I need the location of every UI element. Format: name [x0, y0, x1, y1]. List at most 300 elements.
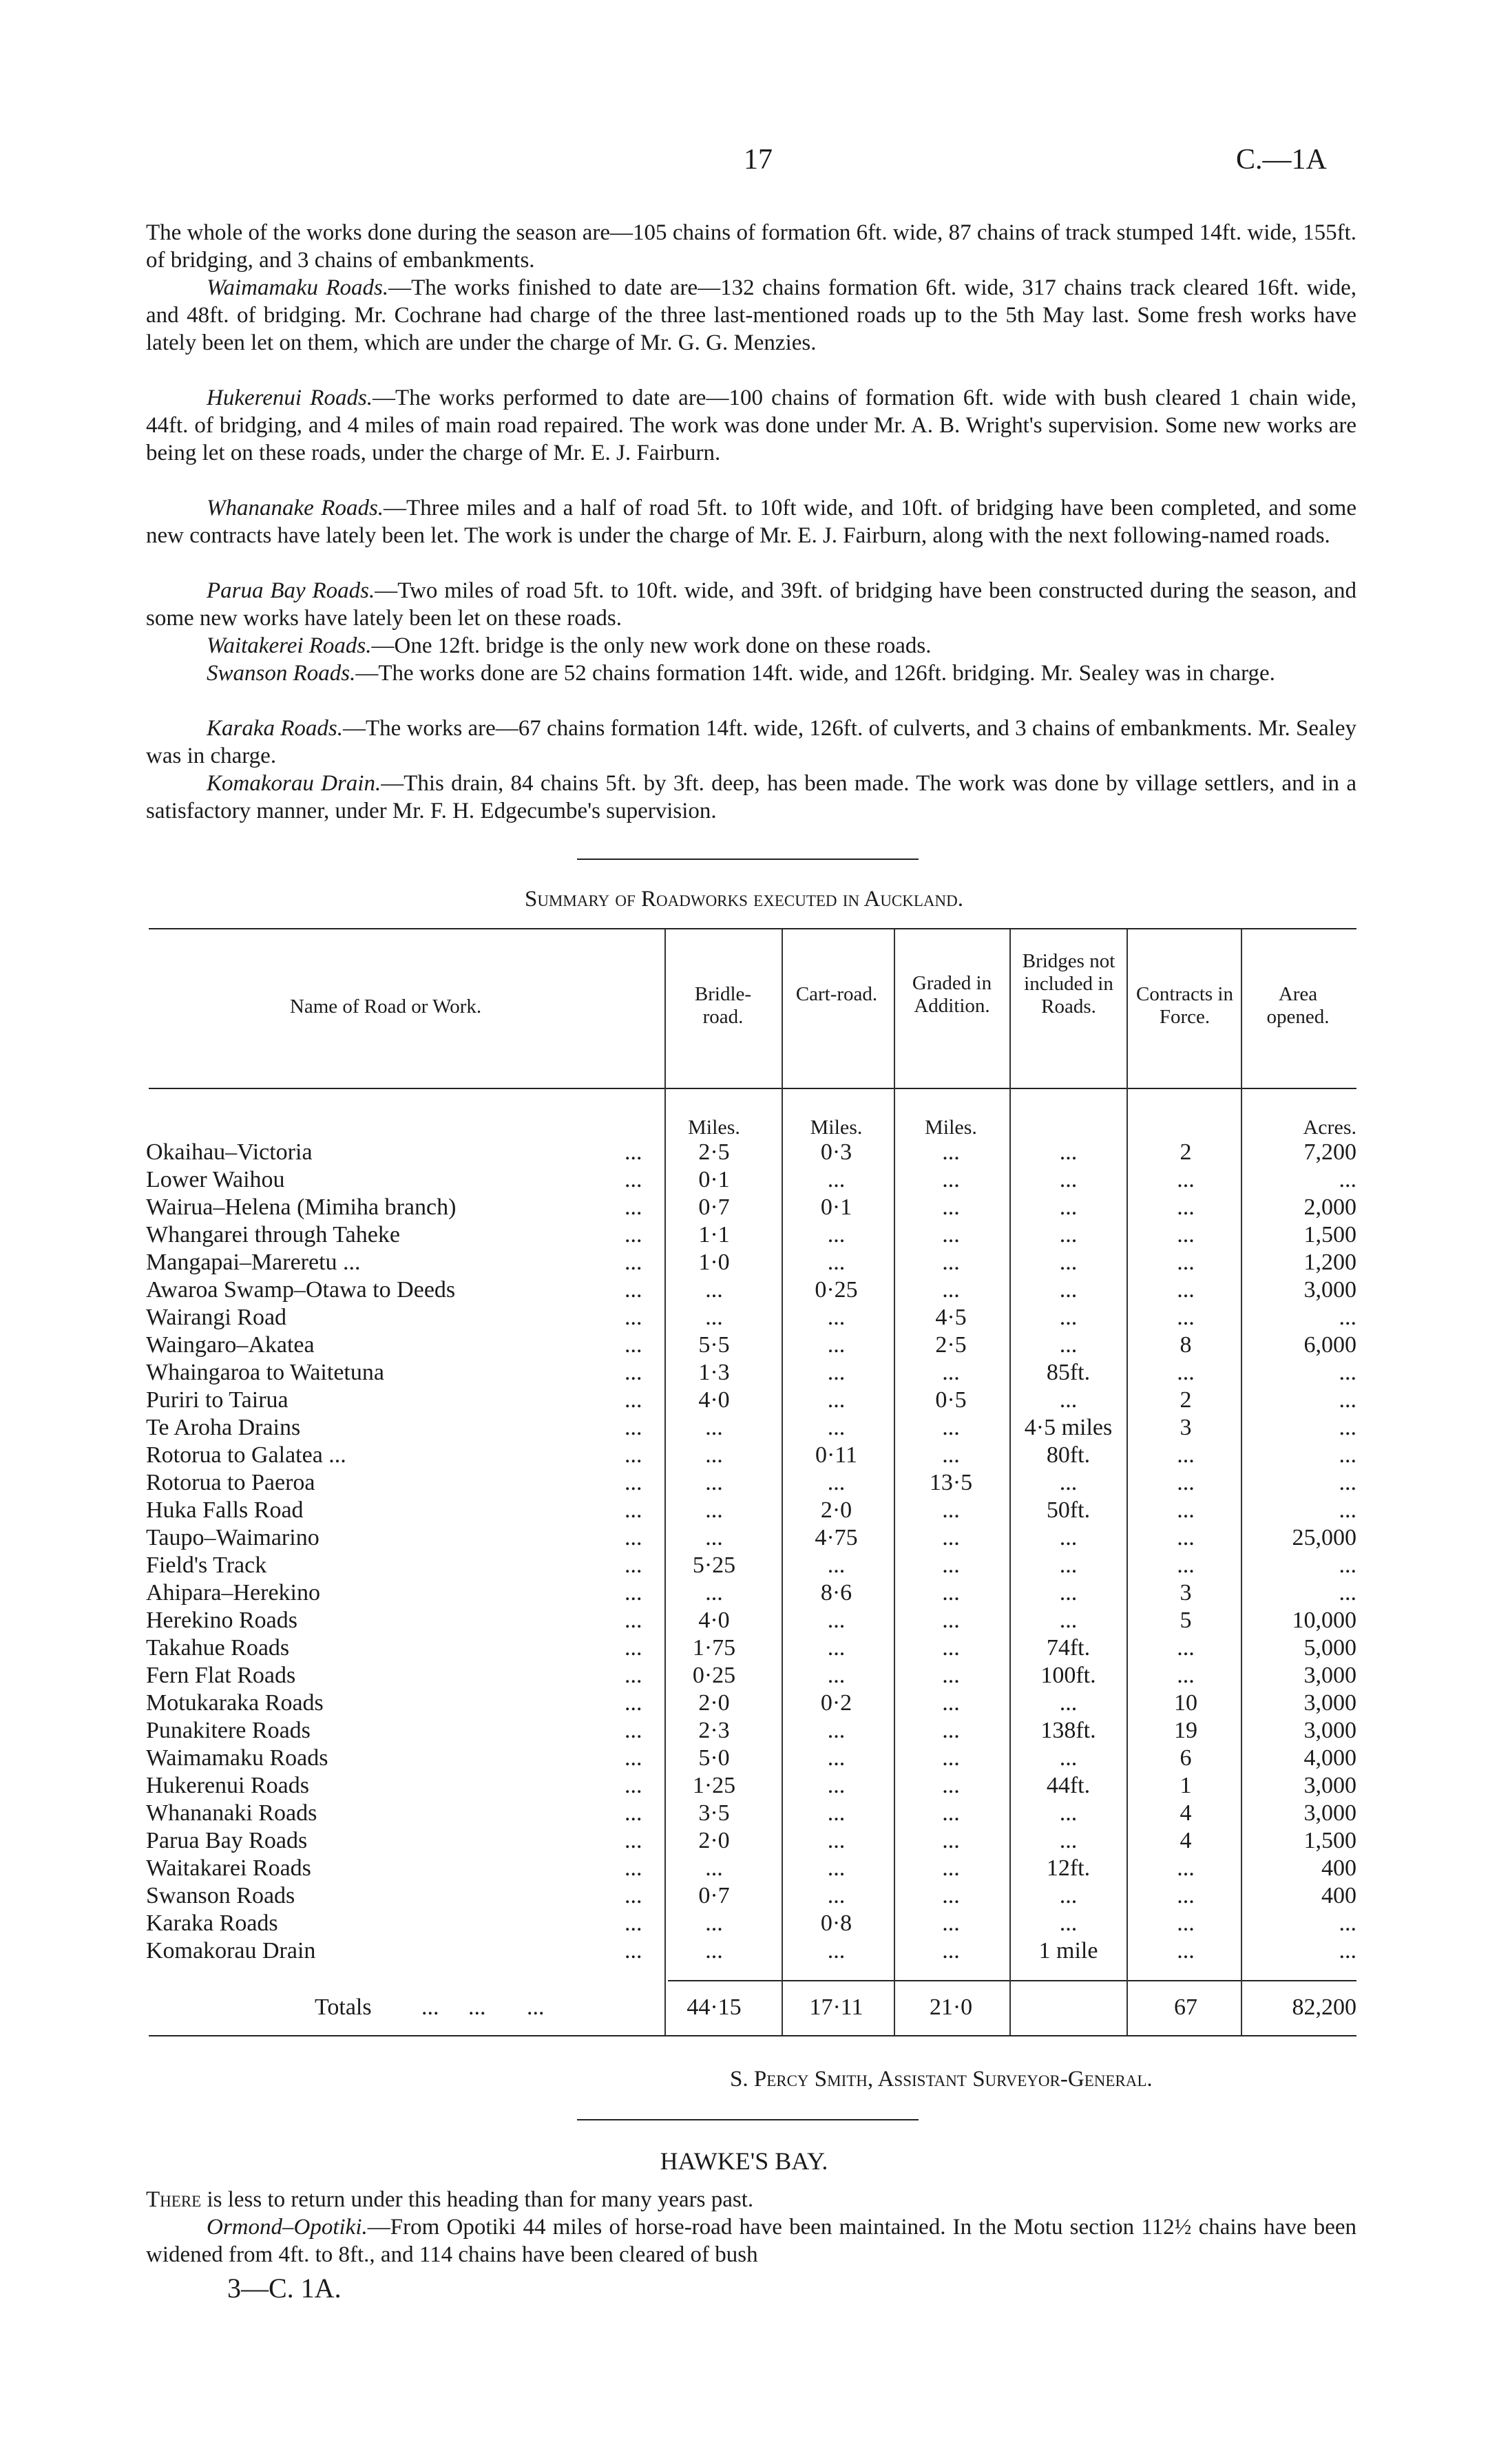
road-name: Takahue Roads	[146, 1635, 290, 1661]
cell-cart: ...	[827, 1387, 846, 1413]
road-name: Komakorau Drain	[146, 1938, 316, 1963]
cell-area: 3,000	[1303, 1690, 1356, 1716]
cell-contracts: 2	[1180, 1139, 1192, 1165]
leader-dots: ... ... ...	[421, 1994, 545, 2020]
cell-cart: 2·0	[820, 1497, 852, 1523]
cell-cart: ...	[827, 1415, 846, 1440]
section-divider	[577, 2119, 919, 2120]
cell-bridle: 2·0	[698, 1690, 730, 1716]
cell-graded: ...	[942, 1690, 960, 1716]
cell-contracts: ...	[1177, 1305, 1195, 1330]
table-row	[146, 1469, 1358, 1497]
cell-bridges: ...	[1059, 1580, 1078, 1605]
leader-dots: ...	[625, 1883, 642, 1908]
cell-cart: ...	[827, 1552, 846, 1578]
cell-area: 3,000	[1303, 1663, 1356, 1688]
cell-cart: ...	[827, 1222, 846, 1247]
cell-cart: ...	[827, 1663, 846, 1688]
cell-area: ...	[1339, 1415, 1356, 1440]
table-top-rule	[149, 928, 1356, 929]
table-row	[146, 1552, 1358, 1579]
table-row	[146, 1442, 1358, 1469]
cell-graded: ...	[942, 1745, 960, 1771]
leader-dots: ...	[625, 1608, 642, 1633]
cell-area: ...	[1339, 1910, 1356, 1936]
cell-area: ...	[1339, 1442, 1356, 1468]
cell-graded: ...	[942, 1442, 960, 1468]
table-row	[146, 1882, 1358, 1910]
table-row	[146, 1689, 1358, 1717]
cell-bridges: ...	[1059, 1690, 1078, 1716]
column-header-graded: Graded in Addition.	[912, 972, 992, 1017]
cell-contracts: ...	[1177, 1470, 1195, 1495]
cell-contracts: ...	[1177, 1855, 1195, 1881]
cell-contracts: ...	[1177, 1635, 1195, 1661]
cell-bridle: 1·1	[698, 1222, 730, 1247]
cell-bridges: 138ft.	[1040, 1718, 1096, 1743]
table-row	[146, 1139, 1358, 1166]
road-name: Wairangi Road	[146, 1305, 287, 1330]
table-row	[146, 1634, 1358, 1662]
cell-bridges: 44ft.	[1046, 1773, 1091, 1798]
road-name: Karaka Roads	[146, 1910, 278, 1936]
summary-title: Summary of Roadworks executed in Auckland.	[524, 887, 964, 912]
cell-bridges: ...	[1059, 1910, 1078, 1936]
cell-area: 25,000	[1292, 1525, 1356, 1550]
cell-graded: 13·5	[929, 1470, 973, 1495]
leader-dots: ...	[625, 1552, 642, 1578]
cell-bridges: 80ft.	[1046, 1442, 1091, 1468]
table-row	[146, 1249, 1358, 1276]
cell-area: ...	[1339, 1167, 1356, 1192]
road-name: Lower Waihou	[146, 1167, 285, 1192]
cell-bridle: ...	[705, 1855, 723, 1881]
cell-bridle: 0·7	[698, 1194, 730, 1220]
cell-bridges: ...	[1059, 1745, 1078, 1771]
road-name: Parua Bay Roads	[146, 1828, 308, 1853]
road-name: Fern Flat Roads	[146, 1663, 296, 1688]
cell-bridle: ...	[705, 1415, 723, 1440]
table-row	[146, 1221, 1358, 1249]
cell-contracts: ...	[1177, 1552, 1195, 1578]
cell-area: 7,200	[1303, 1139, 1356, 1165]
cell-area: ...	[1339, 1580, 1356, 1605]
cell-area: ...	[1339, 1938, 1356, 1963]
cell-area: 400	[1321, 1855, 1356, 1881]
cell-bridges: ...	[1059, 1525, 1078, 1550]
unit-cart: Miles.	[810, 1116, 863, 1139]
cell-cart: 0·1	[820, 1194, 852, 1220]
cell-contracts: 19	[1174, 1718, 1197, 1743]
road-name: Punakitere Roads	[146, 1718, 311, 1743]
leader-dots: ...	[625, 1332, 642, 1358]
cell-area: 6,000	[1303, 1332, 1356, 1358]
road-name: Swanson Roads	[146, 1883, 295, 1908]
column-header-name: Name of Road or Work.	[289, 996, 482, 1018]
cell-graded: ...	[942, 1360, 960, 1385]
table-row	[146, 1937, 1358, 1965]
cell-bridges: ...	[1059, 1332, 1078, 1358]
table-row	[146, 1855, 1358, 1882]
section-heading: HAWKE'S BAY.	[660, 2147, 828, 2175]
cell-bridle: 1·3	[698, 1360, 730, 1385]
leader-dots: ...	[625, 1497, 642, 1523]
cell-bridges: ...	[1059, 1305, 1078, 1330]
cell-bridges: ...	[1059, 1552, 1078, 1578]
cell-cart: ...	[827, 1470, 846, 1495]
cell-bridle: 0·7	[698, 1883, 730, 1908]
cell-contracts: ...	[1177, 1883, 1195, 1908]
road-name: Rotorua to Galatea ...	[146, 1442, 346, 1468]
cell-bridges: 50ft.	[1046, 1497, 1091, 1523]
cell-contracts: 3	[1180, 1415, 1192, 1440]
table-header-rule	[149, 1088, 1356, 1089]
table-row	[146, 1331, 1358, 1359]
road-name: Waimamaku Roads	[146, 1745, 328, 1771]
cell-cart: ...	[827, 1828, 846, 1853]
cell-graded: 0·5	[935, 1387, 967, 1413]
table-row	[146, 1194, 1358, 1221]
cell-graded: ...	[942, 1580, 960, 1605]
table-row	[146, 1827, 1358, 1855]
road-name: Te Aroha Drains	[146, 1415, 301, 1440]
unit-graded: Miles.	[925, 1116, 977, 1139]
cell-area: 5,000	[1303, 1635, 1356, 1661]
road-name: Field's Track	[146, 1552, 267, 1578]
leader-dots: ...	[625, 1910, 642, 1936]
page-number: 17	[744, 144, 773, 176]
table-row	[146, 1359, 1358, 1387]
cell-bridges: ...	[1059, 1222, 1078, 1247]
cell-graded: ...	[942, 1718, 960, 1743]
cell-cart: ...	[827, 1745, 846, 1771]
cell-bridle: 2·3	[698, 1718, 730, 1743]
cell-bridle: ...	[705, 1305, 723, 1330]
cell-bridges: 74ft.	[1046, 1635, 1091, 1661]
cell-bridle: 4·0	[698, 1608, 730, 1633]
cell-cart: ...	[827, 1773, 846, 1798]
cell-bridle: ...	[705, 1910, 723, 1936]
paragraph-waimamaku: Waimamaku Roads.—The works finished to date are—132 chains formation 6ft. wide, 317 chains track cleared 16ft. wide, and 48ft. of bridging. Mr. Cochrane had charge of the three last-mentioned roads up to the 5th May last. Some fresh works have lately been let on them, which are under the charge of Mr. G. G. Menzies.	[146, 275, 1356, 355]
cell-bridle: ...	[705, 1497, 723, 1523]
cell-cart: 0·3	[820, 1139, 852, 1165]
cell-graded: ...	[942, 1608, 960, 1633]
cell-bridges: 12ft.	[1046, 1855, 1091, 1881]
cell-graded: ...	[942, 1139, 960, 1165]
cell-cart: ...	[827, 1883, 846, 1908]
cell-area: 3,000	[1303, 1277, 1356, 1303]
cell-graded: ...	[942, 1635, 960, 1661]
table-row	[146, 1166, 1358, 1194]
leader-dots: ...	[625, 1194, 642, 1220]
road-name: Ahipara–Herekino	[146, 1580, 321, 1605]
totals-label: Totals	[315, 1994, 372, 2020]
table-row	[146, 1745, 1358, 1772]
unit-bridle: Miles.	[688, 1116, 740, 1139]
road-name: Waitakarei Roads	[146, 1855, 311, 1881]
table-row	[146, 1800, 1358, 1827]
cell-bridle: ...	[705, 1277, 723, 1303]
cell-bridges: ...	[1059, 1470, 1078, 1495]
cell-bridges: ...	[1059, 1250, 1078, 1275]
road-name: Awaroa Swamp–Otawa to Deeds	[146, 1277, 456, 1303]
cell-area: ...	[1339, 1470, 1356, 1495]
total-contracts: 67	[1174, 1994, 1197, 2020]
column-header-contracts: Contracts in Force.	[1136, 983, 1233, 1028]
cell-cart: ...	[827, 1360, 846, 1385]
cell-contracts: 4	[1180, 1828, 1192, 1853]
road-name: Whangarei through Taheke	[146, 1222, 400, 1247]
cell-graded: ...	[942, 1883, 960, 1908]
table-row	[146, 1579, 1358, 1607]
cell-graded: ...	[942, 1855, 960, 1881]
total-cart: 17·11	[809, 1994, 863, 2020]
cell-contracts: ...	[1177, 1910, 1195, 1936]
cell-contracts: ...	[1177, 1222, 1195, 1247]
table-row	[146, 1276, 1358, 1304]
leader-dots: ...	[625, 1277, 642, 1303]
cell-contracts: ...	[1177, 1442, 1195, 1468]
cell-contracts: 8	[1180, 1332, 1192, 1358]
road-name: Huka Falls Road	[146, 1497, 304, 1523]
cell-cart: ...	[827, 1608, 846, 1633]
cell-graded: ...	[942, 1910, 960, 1936]
cell-cart: ...	[827, 1635, 846, 1661]
table-row	[146, 1414, 1358, 1442]
cell-bridges: ...	[1059, 1277, 1078, 1303]
road-name: Hukerenui Roads	[146, 1773, 310, 1798]
road-name: Motukaraka Roads	[146, 1690, 324, 1716]
units-row	[146, 1114, 1358, 1141]
table-row	[146, 1772, 1358, 1800]
column-header-bridges: Bridges not included in Roads.	[1022, 950, 1115, 1018]
paragraph-intro: The whole of the works done during the season are—105 chains of formation 6ft. wide, 87 chains of track stumped 14ft. wide, 155ft. of bridging, and 3 chains of embankments.	[146, 220, 1356, 273]
cell-area: ...	[1339, 1360, 1356, 1385]
cell-area: 3,000	[1303, 1800, 1356, 1826]
leader-dots: ...	[625, 1663, 642, 1688]
leader-dots: ...	[625, 1938, 642, 1963]
leader-dots: ...	[625, 1305, 642, 1330]
leader-dots: ...	[625, 1855, 642, 1881]
cell-cart: ...	[827, 1332, 846, 1358]
table-bottom-rule	[149, 2035, 1356, 2036]
total-graded: 21·0	[929, 1994, 973, 2020]
cell-graded: ...	[942, 1773, 960, 1798]
road-name: Whaingaroa to Waitetuna	[146, 1360, 384, 1385]
cell-graded: ...	[942, 1828, 960, 1853]
cell-bridges: ...	[1059, 1387, 1078, 1413]
paragraph-ormond-opotiki: Ormond–Opotiki.—From Opotiki 44 miles of horse-road have been maintained. In the Motu section 112½ chains have been widened from 4ft. to 8ft., and 114 chains have been cleared of bush	[146, 2215, 1356, 2267]
paragraph-parua-bay: Parua Bay Roads.—Two miles of road 5ft. to 10ft. wide, and 39ft. of bridging have been constructed during the season, and some new works have lately been let on these roads.	[146, 578, 1356, 631]
cell-contracts: ...	[1177, 1360, 1195, 1385]
road-name: Mangapai–Mareretu ...	[146, 1250, 361, 1275]
table-row	[146, 1607, 1358, 1634]
cell-bridges: ...	[1059, 1883, 1078, 1908]
leader-dots: ...	[625, 1773, 642, 1798]
cell-cart: ...	[827, 1855, 846, 1881]
paragraph-komakorau: Komakorau Drain.—This drain, 84 chains 5ft. by 3ft. deep, has been made. The work was done by village settlers, and in a satisfactory manner, under Mr. F. H. Edgecumbe's supervision.	[146, 771, 1356, 823]
cell-bridle: 4·0	[698, 1387, 730, 1413]
paragraph-hukerenui: Hukerenui Roads.—The works performed to date are—100 chains of formation 6ft. wide with bush cleared 1 chain wide, 44ft. of bridging, and 4 miles of main road repaired. The work was done under Mr. A. B. Wright's supervision. Some new works are being let on these roads, under the charge of Mr. E. J. Fairburn.	[146, 386, 1356, 465]
cell-bridle: 1·0	[698, 1250, 730, 1275]
cell-bridges: ...	[1059, 1194, 1078, 1220]
cell-graded: ...	[942, 1415, 960, 1440]
cell-contracts: ...	[1177, 1525, 1195, 1550]
cell-bridges: ...	[1059, 1139, 1078, 1165]
leader-dots: ...	[625, 1828, 642, 1853]
leader-dots: ...	[625, 1167, 642, 1192]
cell-cart: 0·25	[815, 1277, 858, 1303]
road-name: Taupo–Waimarino	[146, 1525, 319, 1550]
cell-bridges: ...	[1059, 1608, 1078, 1633]
cell-contracts: 2	[1180, 1387, 1192, 1413]
cell-area: 1,200	[1303, 1250, 1356, 1275]
cell-contracts: ...	[1177, 1277, 1195, 1303]
cell-contracts: 3	[1180, 1580, 1192, 1605]
total-area: 82,200	[1292, 1994, 1356, 2020]
leader-dots: ...	[625, 1635, 642, 1661]
column-header-bridle-road: Bridle-road.	[694, 983, 752, 1028]
cell-area: ...	[1339, 1305, 1356, 1330]
table-totals-rule	[668, 1980, 1356, 1981]
cell-area: 10,000	[1292, 1608, 1356, 1633]
cell-bridle: ...	[705, 1580, 723, 1605]
cell-cart: 0·2	[820, 1690, 852, 1716]
table-row	[146, 1497, 1358, 1524]
leader-dots: ...	[625, 1525, 642, 1550]
table-row	[146, 1910, 1358, 1937]
footer-reference: 3—C. 1A.	[227, 2273, 342, 2304]
cell-graded: ...	[942, 1194, 960, 1220]
cell-area: 4,000	[1303, 1745, 1356, 1771]
paragraph-whananake: Whananake Roads.—Three miles and a half of road 5ft. to 10ft wide, and 10ft. of bridging have been completed, and some new contracts have lately been let. The work is under the charge of Mr. E. J. Fairburn, along with the next following-named roads.	[146, 496, 1356, 548]
leader-dots: ...	[625, 1580, 642, 1605]
cell-bridle: 5·5	[698, 1332, 730, 1358]
cell-bridle: 0·25	[692, 1663, 736, 1688]
cell-area: 1,500	[1303, 1828, 1356, 1853]
leader-dots: ...	[625, 1139, 642, 1165]
totals-row	[146, 1994, 1358, 2021]
cell-graded: 4·5	[935, 1305, 967, 1330]
road-name: Okaihau–Victoria	[146, 1139, 313, 1165]
cell-contracts: ...	[1177, 1194, 1195, 1220]
cell-bridle: 2·0	[698, 1828, 730, 1853]
leader-dots: ...	[625, 1360, 642, 1385]
leader-dots: ...	[625, 1690, 642, 1716]
cell-graded: ...	[942, 1663, 960, 1688]
cell-graded: 2·5	[935, 1332, 967, 1358]
signature: S. Percy Smith, Assistant Surveyor-General.	[730, 2067, 1153, 2092]
cell-area: ...	[1339, 1387, 1356, 1413]
cell-bridges: 1 mile	[1038, 1938, 1098, 1963]
leader-dots: ...	[625, 1745, 642, 1771]
cell-graded: ...	[942, 1800, 960, 1826]
cell-contracts: ...	[1177, 1250, 1195, 1275]
table-row	[146, 1387, 1358, 1414]
cell-bridges: 4·5 miles	[1024, 1415, 1113, 1440]
road-name: Whananaki Roads	[146, 1800, 317, 1826]
leader-dots: ...	[625, 1222, 642, 1247]
road-name: Waingaro–Akatea	[146, 1332, 315, 1358]
cell-bridle: ...	[705, 1470, 723, 1495]
cell-area: 3,000	[1303, 1773, 1356, 1798]
cell-graded: ...	[942, 1497, 960, 1523]
cell-area: ...	[1339, 1497, 1356, 1523]
road-name: Wairua–Helena (Mimiha branch)	[146, 1194, 457, 1220]
cell-cart: 0·11	[815, 1442, 858, 1468]
cell-bridle: 1·25	[692, 1773, 736, 1798]
section-divider	[577, 859, 919, 860]
column-header-cart-road: Cart-road.	[795, 983, 878, 1005]
cell-graded: ...	[942, 1938, 960, 1963]
cell-area: ...	[1339, 1552, 1356, 1578]
cell-contracts: ...	[1177, 1497, 1195, 1523]
cell-cart: 4·75	[815, 1525, 858, 1550]
paragraph-hawkes-bay-intro: There is less to return under this heading than for many years past.	[146, 2187, 754, 2212]
cell-contracts: ...	[1177, 1938, 1195, 1963]
cell-area: 1,500	[1303, 1222, 1356, 1247]
paragraph-karaka: Karaka Roads.—The works are—67 chains formation 14ft. wide, 126ft. of culverts, and 3 chains of embankments. Mr. Sealey was in charge.	[146, 716, 1356, 768]
cell-contracts: 6	[1180, 1745, 1192, 1771]
cell-bridle: 5·0	[698, 1745, 730, 1771]
cell-cart: ...	[827, 1718, 846, 1743]
cell-contracts: ...	[1177, 1663, 1195, 1688]
cell-area: 400	[1321, 1883, 1356, 1908]
leader-dots: ...	[625, 1250, 642, 1275]
cell-area: 2,000	[1303, 1194, 1356, 1220]
cell-contracts: ...	[1177, 1167, 1195, 1192]
cell-graded: ...	[942, 1167, 960, 1192]
cell-bridges: 85ft.	[1046, 1360, 1091, 1385]
cell-cart: ...	[827, 1250, 846, 1275]
cell-contracts: 10	[1174, 1690, 1197, 1716]
cell-contracts: 1	[1180, 1773, 1192, 1798]
leader-dots: ...	[625, 1470, 642, 1495]
cell-cart: ...	[827, 1305, 846, 1330]
cell-cart: ...	[827, 1938, 846, 1963]
leader-dots: ...	[625, 1442, 642, 1468]
cell-bridle: 2·5	[698, 1139, 730, 1165]
cell-bridges: ...	[1059, 1828, 1078, 1853]
cell-cart: 0·8	[820, 1910, 852, 1936]
column-header-area: Area opened.	[1266, 983, 1330, 1028]
cell-graded: ...	[942, 1525, 960, 1550]
cell-bridges: 100ft.	[1040, 1663, 1096, 1688]
cell-graded: ...	[942, 1222, 960, 1247]
paragraph-waitakerei: Waitakerei Roads.—One 12ft. bridge is the only new work done on these roads.	[207, 633, 932, 658]
total-bridle: 44·15	[687, 1994, 742, 2020]
document-reference: C.—1A	[1236, 144, 1327, 176]
table-row	[146, 1662, 1358, 1689]
cell-contracts: 4	[1180, 1800, 1192, 1826]
paragraph-swanson: Swanson Roads.—The works done are 52 chains formation 14ft. wide, and 126ft. bridging. Mr. Sealey was in charge.	[207, 661, 1275, 686]
cell-graded: ...	[942, 1277, 960, 1303]
cell-bridle: 1·75	[692, 1635, 736, 1661]
cell-cart: ...	[827, 1800, 846, 1826]
cell-bridges: ...	[1059, 1167, 1078, 1192]
leader-dots: ...	[625, 1415, 642, 1440]
cell-contracts: 5	[1180, 1608, 1192, 1633]
unit-area: Acres.	[1303, 1116, 1356, 1139]
leader-dots: ...	[625, 1387, 642, 1413]
cell-bridle: 3·5	[698, 1800, 730, 1826]
cell-graded: ...	[942, 1552, 960, 1578]
road-name: Rotorua to Paeroa	[146, 1470, 315, 1495]
table-row	[146, 1717, 1358, 1745]
cell-cart: 8·6	[820, 1580, 852, 1605]
leader-dots: ...	[625, 1718, 642, 1743]
cell-graded: ...	[942, 1250, 960, 1275]
